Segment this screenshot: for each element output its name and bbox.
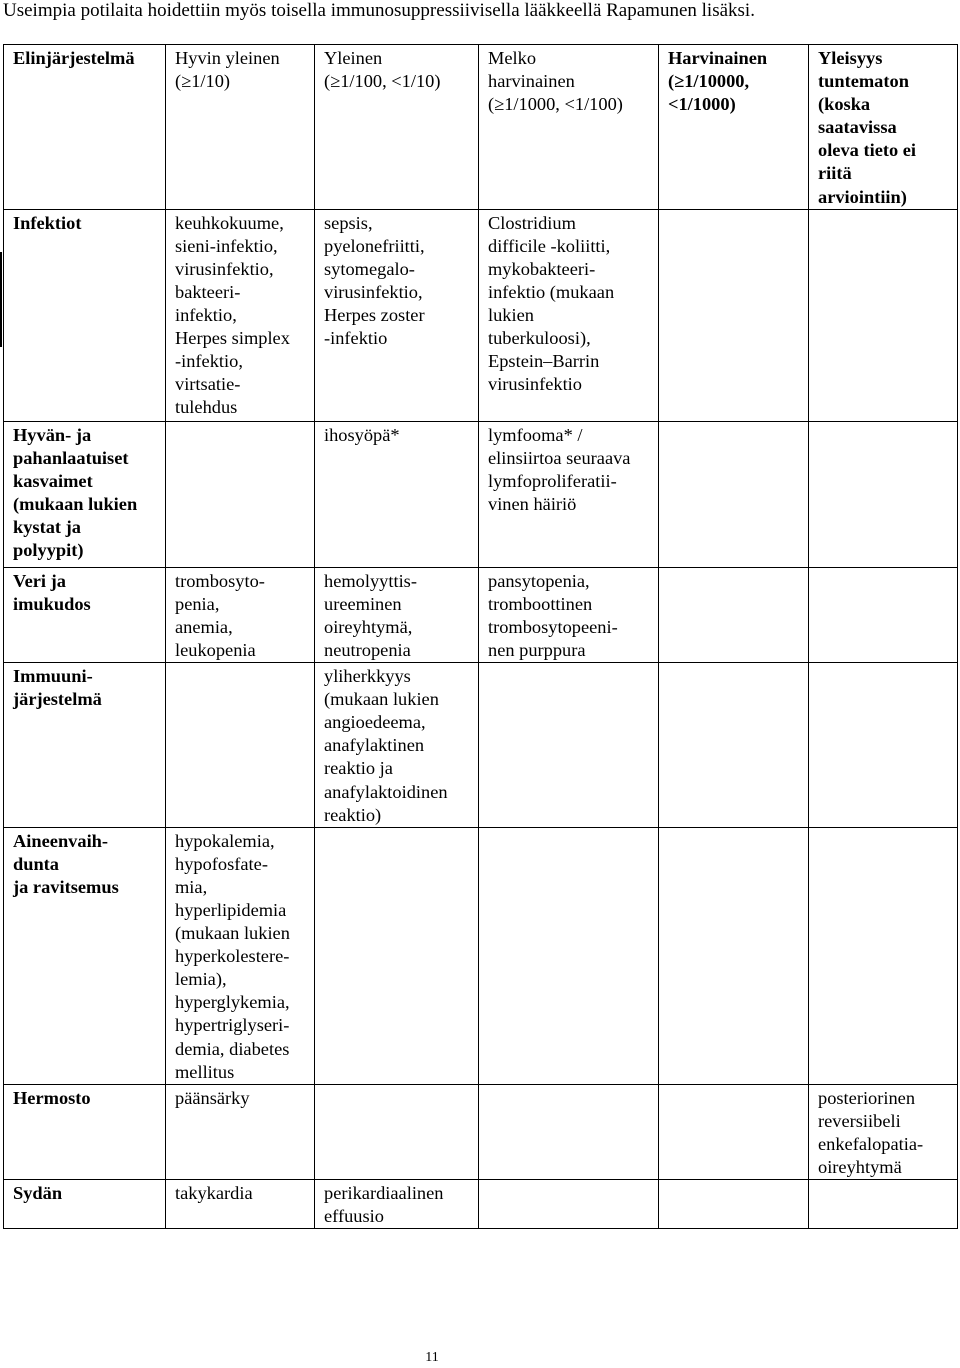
cell-line: Sydän — [13, 1183, 63, 1204]
cell-line: lukien — [488, 305, 534, 326]
cell-line: saatavissa — [818, 117, 897, 138]
cell-line: kystat ja — [13, 517, 81, 538]
cell-line: posteriorinen — [818, 1087, 916, 1108]
cell-organ-system — [4, 209, 166, 421]
cell-line: difficile -koliitti, — [488, 235, 611, 256]
cell-line: virusinfektio, — [324, 281, 423, 302]
cell-line: ihosyöpä* — [324, 424, 400, 445]
cell-frequency-unknown — [809, 1180, 958, 1229]
cell-line: Clostridium — [488, 212, 576, 233]
cell-line: Harvinainen — [668, 48, 768, 68]
cell-line: päänsärky — [175, 1087, 250, 1108]
cell-line: arviointiin) — [818, 186, 907, 207]
cell-uncommon — [479, 663, 659, 828]
cell-uncommon — [479, 827, 659, 1084]
cell-line: (≥1/100, <1/10) — [324, 71, 441, 92]
cell-line: reaktio ja — [324, 758, 393, 779]
cell-frequency-unknown — [809, 827, 958, 1084]
cell-line: järjestelmä — [13, 689, 102, 710]
cell-uncommon — [479, 1084, 659, 1179]
cell-common — [315, 827, 479, 1084]
cell-line: anemia, — [175, 616, 233, 637]
cell-organ-system — [4, 663, 166, 828]
table-row — [4, 567, 958, 662]
cell-line: lemia), — [175, 969, 227, 990]
cell-line: Hermosto — [13, 1087, 91, 1108]
cell-rare — [659, 1084, 809, 1179]
cell-line: bakteeri- — [175, 281, 241, 302]
cell-very-common — [166, 1084, 315, 1179]
cell-common — [315, 421, 479, 567]
cell-very-common — [166, 421, 315, 567]
cell-rare — [659, 1180, 809, 1229]
header-common — [315, 45, 479, 210]
cell-uncommon — [479, 421, 659, 567]
cell-frequency-unknown — [809, 209, 958, 421]
cell-line: mia, — [175, 876, 208, 897]
cell-line: sytomegalo- — [324, 258, 415, 279]
cell-line: Herpes simplex — [175, 328, 290, 349]
cell-common — [315, 1180, 479, 1229]
cell-line: hyperglykemia, — [175, 992, 290, 1013]
cell-line: Veri ja — [13, 570, 66, 591]
cell-common — [315, 567, 479, 662]
cell-very-common — [166, 827, 315, 1084]
cell-line: nen purppura — [488, 639, 586, 660]
cell-line: hypofosfate- — [175, 853, 268, 874]
cell-organ-system — [4, 827, 166, 1084]
cell-frequency-unknown — [809, 421, 958, 567]
intro-text: Useimpia potilaita hoidettiin myös toisella immunosuppressiivisella lääkkeellä Rapamunen lisäksi. — [3, 0, 755, 21]
cell-line: pyelonefriitti, — [324, 235, 425, 256]
header-organ-system — [4, 45, 166, 210]
cell-line: tuberkuloosi), — [488, 328, 591, 349]
cell-frequency-unknown — [809, 1084, 958, 1179]
cell-line: Elinjärjestelmä — [13, 48, 135, 68]
header-very-common — [166, 45, 315, 210]
cell-line: leukopenia — [175, 639, 256, 660]
cell-line: neutropenia — [324, 639, 411, 660]
cell-line: takykardia — [175, 1183, 253, 1204]
cell-line: Epstein–Barrin — [488, 351, 600, 372]
cell-line: <1/1000) — [668, 94, 736, 115]
cell-line: kasvaimet — [13, 470, 93, 491]
cell-line: pahanlaatuiset — [13, 447, 129, 468]
table-row — [4, 209, 958, 421]
cell-rare — [659, 567, 809, 662]
cell-uncommon — [479, 209, 659, 421]
cell-line: oireyhtymä, — [324, 616, 413, 637]
cell-line: effuusio — [324, 1206, 384, 1227]
cell-line: Immuuni- — [13, 666, 93, 687]
cell-line: infektio (mukaan — [488, 281, 615, 302]
cell-line: (mukaan lukien — [324, 689, 439, 710]
table-row — [4, 827, 958, 1084]
cell-line: Infektiot — [13, 212, 82, 233]
adverse-reactions-table — [3, 44, 958, 1229]
cell-line: Aineenvaih- — [13, 830, 109, 851]
cell-line: polyypit) — [13, 540, 84, 561]
cell-line: mykobakteeri- — [488, 258, 596, 279]
cell-line: demia, diabetes — [175, 1038, 290, 1059]
cell-organ-system — [4, 1084, 166, 1179]
cell-line: hyperkolestere- — [175, 946, 290, 967]
cell-rare — [659, 421, 809, 567]
cell-rare — [659, 827, 809, 1084]
cell-line: lymfooma* / — [488, 424, 583, 445]
cell-line: angioedeema, — [324, 712, 426, 733]
cell-line: hyperlipidemia — [175, 899, 287, 920]
cell-line: yliherkkyys — [324, 666, 411, 687]
cell-line: anafylaktinen — [324, 735, 425, 756]
cell-line: penia, — [175, 593, 220, 614]
table-row — [4, 1180, 958, 1229]
cell-common — [315, 209, 479, 421]
cell-line: Herpes zoster — [324, 305, 425, 326]
cell-frequency-unknown — [809, 663, 958, 828]
cell-very-common — [166, 567, 315, 662]
cell-line: oireyhtymä — [818, 1157, 902, 1177]
cell-organ-system — [4, 1180, 166, 1229]
cell-line: trombosytopeeni- — [488, 616, 618, 637]
cell-line: Yleisyys — [818, 48, 883, 68]
cell-line: (≥1/1000, <1/100) — [488, 94, 623, 115]
cell-line: keuhkokuume, — [175, 212, 284, 233]
cell-organ-system — [4, 421, 166, 567]
cell-organ-system — [4, 567, 166, 662]
cell-line: hypokalemia, — [175, 830, 275, 851]
cell-line: vinen häiriö — [488, 493, 577, 514]
cell-line: (mukaan lukien — [13, 493, 138, 514]
cell-line: enkefalopatia- — [818, 1133, 924, 1154]
cell-common — [315, 663, 479, 828]
cell-line: sieni-infektio, — [175, 235, 278, 256]
cell-line: harvinainen — [488, 71, 575, 92]
header-rare — [659, 45, 809, 210]
cell-line: Hyvin yleinen — [175, 48, 280, 68]
cell-line: ja ravitsemus — [13, 876, 119, 897]
header-uncommon — [479, 45, 659, 210]
cell-very-common — [166, 1180, 315, 1229]
cell-line: Yleinen — [324, 48, 383, 68]
cell-line: oleva tieto ei — [818, 140, 917, 161]
header-unknown — [809, 45, 958, 210]
cell-line: tuntematon — [818, 71, 909, 92]
cell-rare — [659, 209, 809, 421]
cell-line: trombosyto- — [175, 570, 265, 591]
cell-line: mellitus — [175, 1061, 235, 1082]
cell-line: Hyvän- ja — [13, 424, 92, 445]
cell-line: hemolyyttis- — [324, 570, 417, 591]
cell-line: riitä — [818, 163, 852, 184]
cell-common — [315, 1084, 479, 1179]
page-number: 11 — [425, 1350, 439, 1365]
cell-line: (mukaan lukien — [175, 923, 290, 944]
cell-line: virtsatie- — [175, 374, 241, 395]
cell-line: (≥1/10000, — [668, 71, 750, 92]
cell-very-common — [166, 209, 315, 421]
cell-line: virusinfektio, — [175, 258, 274, 279]
cell-uncommon — [479, 1180, 659, 1229]
cell-line: Melko — [488, 48, 537, 68]
cell-frequency-unknown — [809, 567, 958, 662]
cell-line: virusinfektio — [488, 374, 582, 395]
cell-very-common — [166, 663, 315, 828]
cell-line: tulehdus — [175, 397, 238, 418]
cell-line: (koska — [818, 94, 871, 115]
cell-rare — [659, 663, 809, 828]
cell-line: anafylaktoidinen — [324, 781, 448, 802]
cell-line: sepsis, — [324, 212, 373, 233]
cell-line: infektio, — [175, 305, 237, 326]
cell-line: hypertriglyseri- — [175, 1015, 290, 1036]
cell-line: -infektio — [324, 328, 388, 349]
cell-line: imukudos — [13, 593, 91, 614]
cell-line: (≥1/10) — [175, 71, 231, 92]
cell-line: reversiibeli — [818, 1110, 901, 1131]
cell-line: reaktio) — [324, 804, 382, 825]
margin-change-bar — [0, 252, 2, 347]
table-row — [4, 1084, 958, 1179]
cell-line: -infektio, — [175, 351, 243, 372]
table-row — [4, 663, 958, 828]
cell-line: dunta — [13, 853, 60, 874]
cell-line: tromboottinen — [488, 593, 593, 614]
table-header-row — [4, 45, 958, 210]
cell-line: perikardiaalinen — [324, 1183, 444, 1204]
cell-line: ureeminen — [324, 593, 402, 614]
cell-line: elinsiirtoa seuraava — [488, 447, 631, 468]
cell-line: pansytopenia, — [488, 570, 590, 591]
cell-uncommon — [479, 567, 659, 662]
cell-line: lymfoproliferatii- — [488, 470, 617, 491]
table-row — [4, 421, 958, 567]
